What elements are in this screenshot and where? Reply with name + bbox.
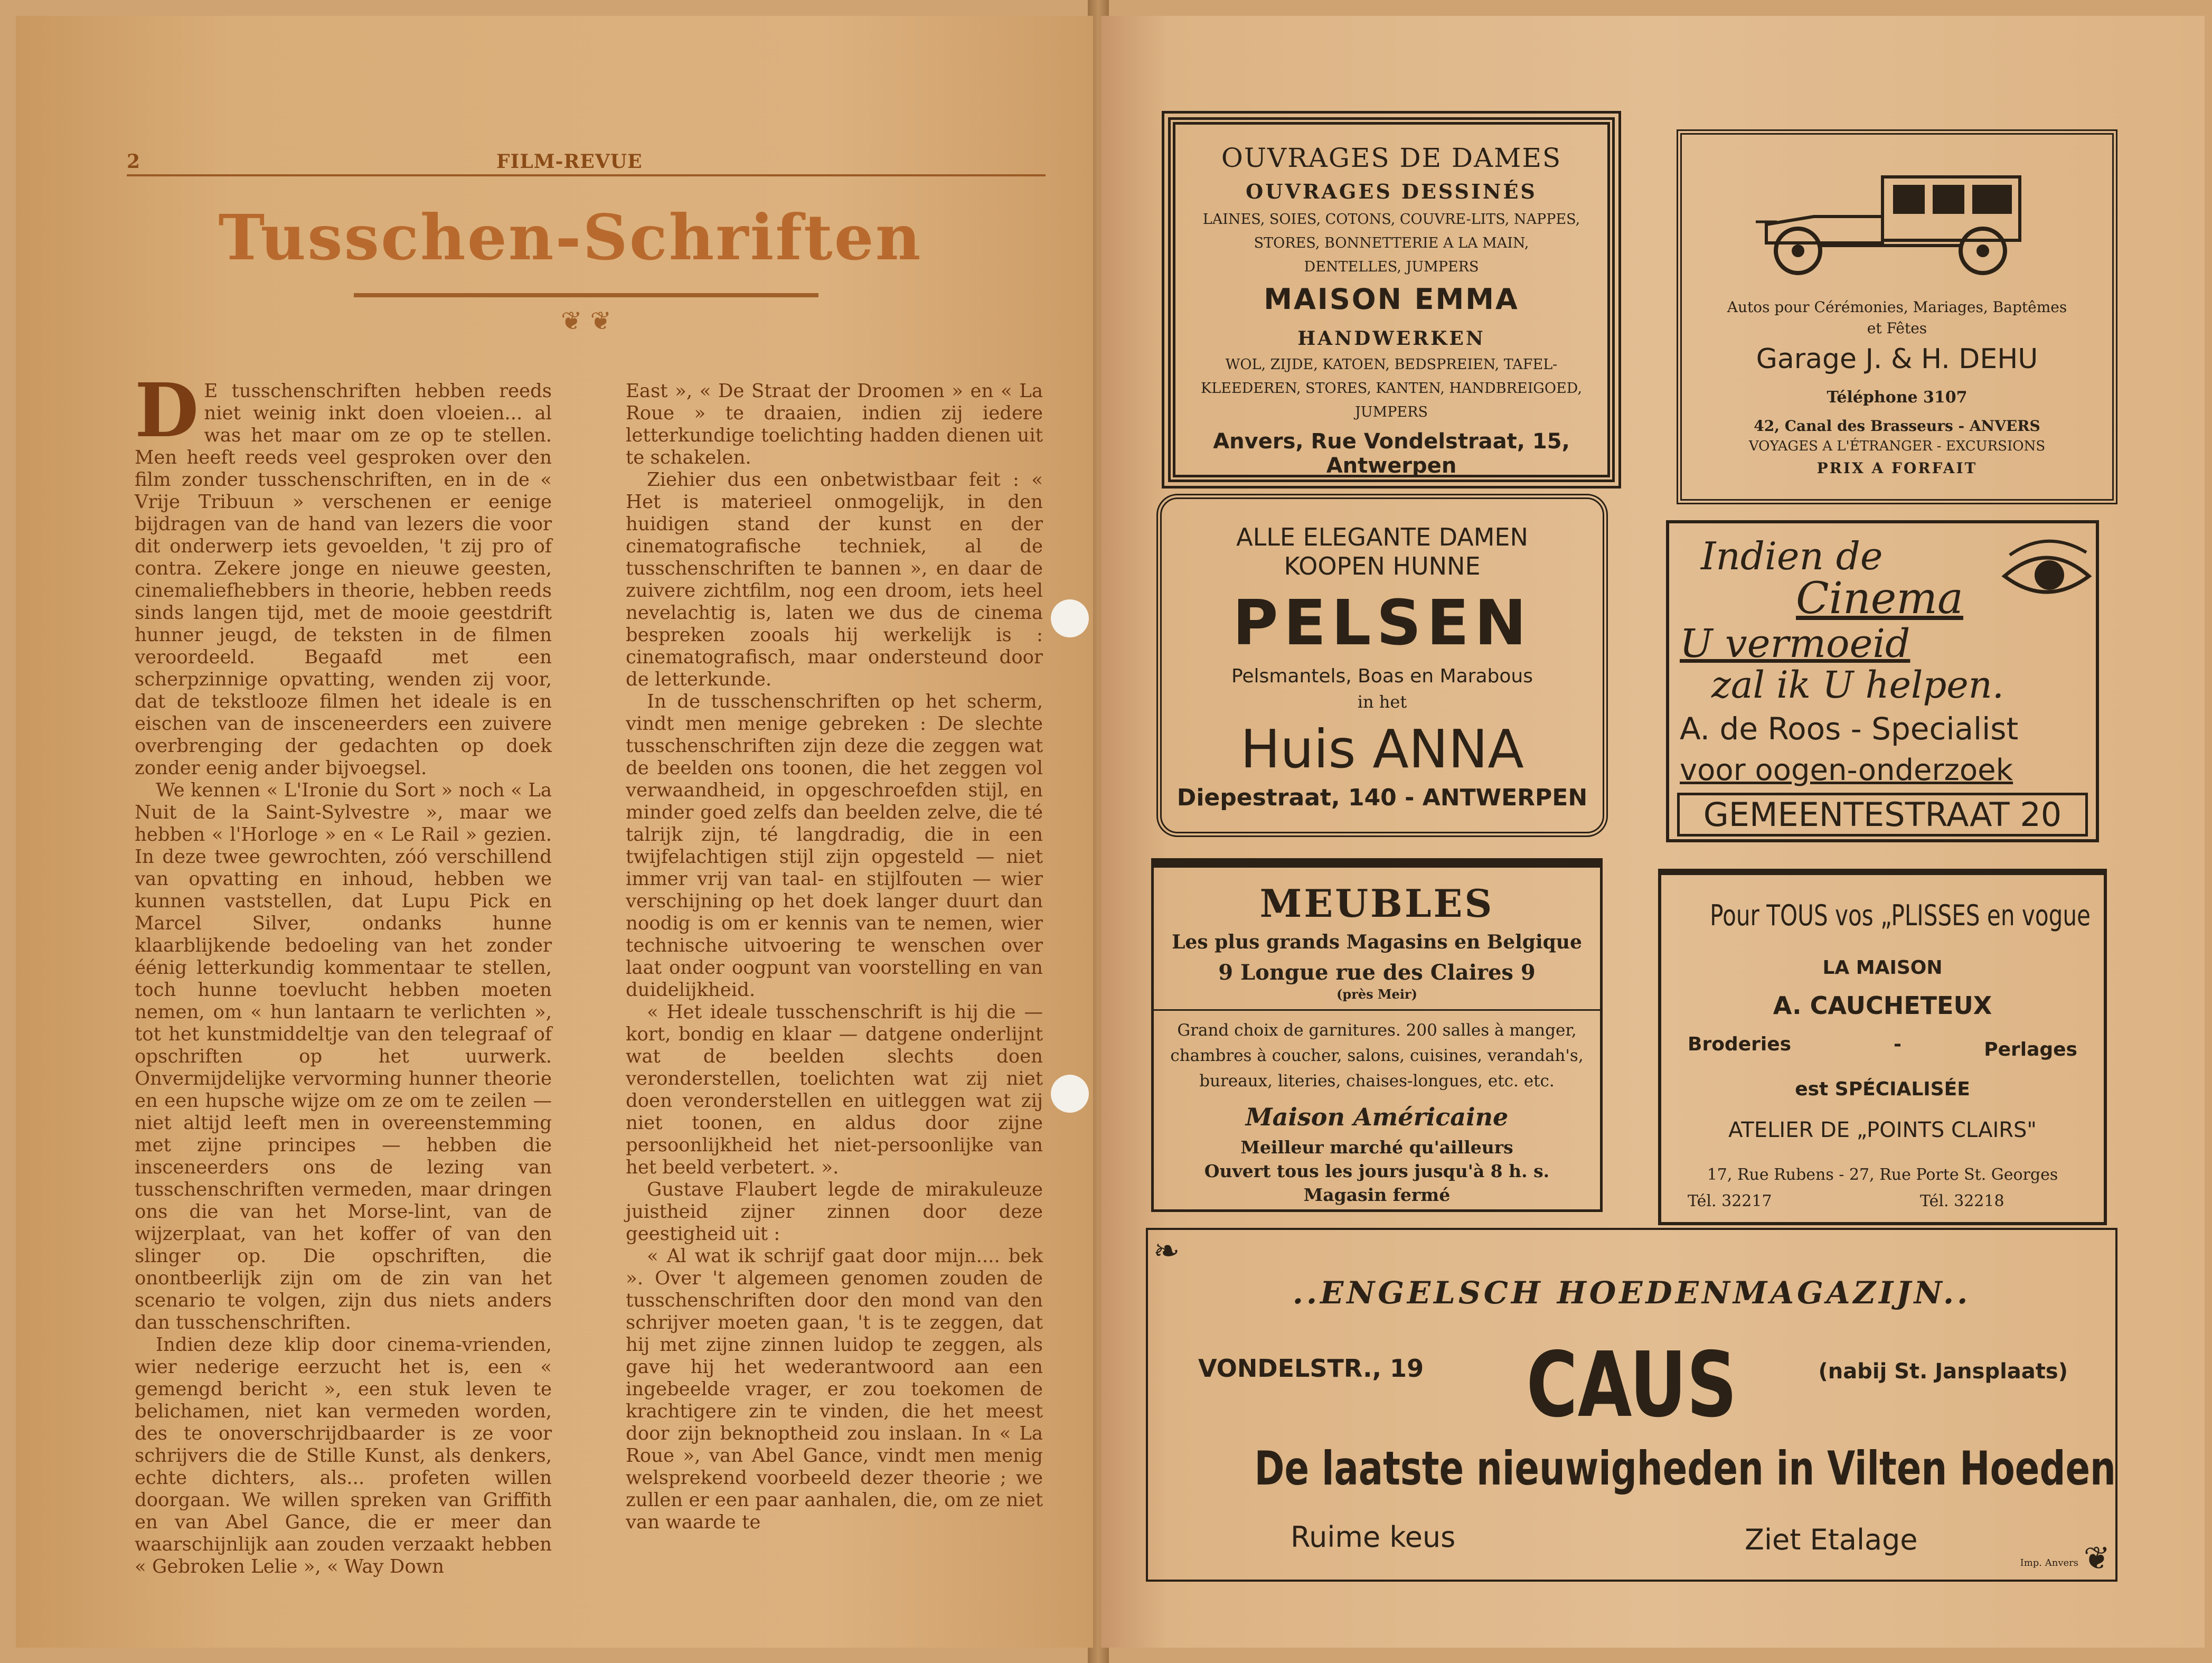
corner-ornament-icon: ❦ (2083, 1540, 2110, 1577)
punch-hole (1051, 1075, 1089, 1113)
automobile-icon (1756, 172, 2051, 277)
ad-text: LA MAISON (1822, 957, 1943, 979)
ad-shop-name: MAISON EMMA (1264, 283, 1519, 316)
ad-text: PRIX A FORFAIT (1816, 459, 1978, 477)
ad-telephone: Tél. 32217 (1688, 1192, 1772, 1210)
ad-caus-hoedenmagazijn (1146, 1228, 2117, 1582)
ad-text: DENTELLES, JUMPERS (1304, 259, 1479, 275)
ad-text: WOL, ZIJDE, KATOEN, BEDSPREIEN, TAFEL- (1225, 356, 1558, 373)
paragraph: Ziehier dus een onbetwistbaar feit : « Het is materieel onmogelijk, in den huidigen stand der kunst en der cinematografische techniek, al de tusschenschriften te bannen », en daar de zuivere zichtfilm, nog een droom, iets heel nevelachtig is, laten we dus de cinema bespreken zooals hij werkelijk is : cinematografisch, maar ondersteund door de letterkunde. (626, 469, 1043, 690)
ad-slogan: De laatste nieuwigheden in Vilten Hoeden (1254, 1441, 2116, 1496)
ad-address: Diepestraat, 140 - ANTWERPEN (1176, 784, 1588, 811)
ad-text: Perlages (1984, 1039, 2077, 1060)
ad-text: Meilleur marché qu'ailleurs (1240, 1137, 1513, 1158)
ad-telephone: Téléphone 3107 (1827, 388, 1968, 407)
ad-address: 42, Canal des Brasseurs - ANVERS (1754, 417, 2040, 435)
ad-text: est SPÉCIALISÉE (1795, 1078, 1970, 1100)
ad-text: U vermoeid (1680, 621, 1910, 666)
paragraph: In de tusschenschriften op het scherm, vindt men menige gebreken : De slechte tusschenschriften zijn deze die zeggen wat de beelden ons toonen, die het zeggen vol verwaandheid, in opgeschroefden stijl, en minder goed zelfs dan beelden zelve, die té talrijk zijn, té langdradig, die in een twijfelachtigen stijl zijn opgesteld — niet immer vrij van taal- en stijlfouten — wier verschijning op het doek langer duurt dan noodig is om er kennis van te nemen, wier technische uitvoering te wenschen over laat onder oogpunt van voorstelling en van duidelijkheid. (626, 691, 1043, 1001)
ad-text: chambres à coucher, salons, cuisines, verandah's, (1170, 1046, 1584, 1065)
ad-garage-dehu (1677, 129, 2117, 504)
ad-text: voor oogen-onderzoek (1680, 753, 2013, 787)
ad-subheading: HANDWERKEN (1297, 327, 1485, 350)
divider (1154, 1009, 1600, 1011)
ad-text: Pelsmantels, Boas en Marabous (1231, 665, 1533, 687)
ad-text: LAINES, SOIES, COTONS, COUVRE-LITS, NAPPES, (1202, 211, 1580, 228)
ad-product: PELSEN (1232, 586, 1532, 659)
ad-text: Grand choix de garnitures. 200 salles à manger, (1177, 1021, 1577, 1040)
ad-text: ATELIER DE „POINTS CLAIRS" (1728, 1118, 2037, 1142)
ad-meubles (1151, 858, 1603, 1212)
ad-specialist: A. de Roos - Specialist (1680, 711, 2019, 747)
ad-text: (près Meir) (1336, 986, 1417, 1002)
ad-text: in het (1357, 692, 1407, 712)
punch-hole (1051, 599, 1089, 637)
paragraph: « Het ideale tusschenschrift is hij die — kort, bondig en klaar — datgene onderlijnt wat de beelden slechts doen veronderstellen, toelichten wat zij niet doen veronderstellen en uitleggen wat zij niet toonen, en aldus door zijne persoonlijkheid het niet-persoonlijke van het beeld verbetert. ». (626, 1001, 1043, 1178)
eye-icon (1999, 534, 2094, 613)
ad-address: GEMEENTESTRAAT 20 (1677, 793, 2088, 837)
ad-heading: KOOPEN HUNNE (1284, 552, 1481, 580)
ad-text: STORES, BONNETTERIE A LA MAIN, (1254, 235, 1529, 251)
ad-text: Broderies (1688, 1033, 1792, 1055)
ad-address: VONDELSTR., 19 (1198, 1354, 1424, 1383)
article-column-2 (626, 380, 1043, 1553)
ad-text: Ziet Etalage (1745, 1523, 1918, 1556)
magazine-name: FILM-REVUE (496, 151, 643, 173)
ad-shop-name: Garage J. & H. DEHU (1756, 343, 2038, 375)
ad-text: VOYAGES A L'ÉTRANGER - EXCURSIONS (1748, 438, 2046, 454)
ad-text: - (1894, 1033, 1902, 1055)
ad-text: Ruime keus (1291, 1520, 1456, 1554)
ad-heading: Indien de (1701, 534, 1883, 578)
ad-indien-de-cinema (1666, 520, 2099, 842)
printer-mark: Imp. Anvers (2020, 1557, 2078, 1568)
ad-text: zal ik U helpen. (1711, 663, 2004, 707)
ad-plisses-caucheteux (1658, 869, 2107, 1225)
ad-text: Autos pour Cérémonies, Mariages, Baptêmes (1727, 298, 2067, 316)
paragraph: Gustave Flaubert legde de mirakuleuze juistheid zijner zinnen door deze geestigheid uit : (626, 1179, 1043, 1245)
ad-subheading: OUVRAGES DESSINÉS (1246, 180, 1537, 203)
ornament-icon: ❦ ❦ (561, 306, 611, 336)
corner-ornament-icon: ❧ (1153, 1233, 1180, 1270)
ad-text: KLEEDEREN, STORES, KANTEN, HANDBREIGOED, (1201, 380, 1582, 397)
ad-text: bureaux, literies, chaises-longues, etc. etc. (1199, 1072, 1555, 1091)
title-rule (354, 293, 818, 297)
ad-shop-name: A. CAUCHETEUX (1773, 991, 1992, 1020)
article-title: Tusschen-Schriften (218, 201, 923, 274)
ad-text: JUMPERS (1355, 404, 1428, 420)
ad-heading: MEUBLES (1259, 881, 1494, 926)
ad-address: 9 Longue rue des Claires 9 (1218, 960, 1536, 985)
ad-text: et Fêtes (1867, 320, 1927, 337)
paragraph: East », « De Straat der Droomen » en « La Roue » te draaien, indien zij iedere letterkundige toelichting hadden dienen uit te schakelen. (626, 380, 1043, 468)
ad-heading: ..ENGELSCH HOEDENMAGAZIJN.. (1292, 1275, 1971, 1311)
header-rule (127, 174, 1046, 176)
ad-heading: ALLE ELEGANTE DAMEN (1236, 523, 1528, 551)
ad-address: 17, Rue Rubens - 27, Rue Porte St. Georges (1707, 1166, 2058, 1184)
ad-heading: Cinema (1796, 574, 1963, 624)
paragraph: D E tusschenschriften hebben reeds niet weinig inkt doen vloeien... al was het maar om ze op te stellen. Men heeft reeds veel gesproken over den film zonder tusschenschriften, en in de « Vrije Tribuun » verschenen er eenige bijdragen van de hand van lezers die voor dit onderwerp iets gevoelden, 't zij pro of contra. Zekere jonge en nieuwe geesten, cinemaliefhebbers in theorie, hebben reeds sinds langen tijd, met de mooie geestdrift hunner jeugd, de teksten in de filmen veroordeeld. Begaafd met een scherpzinnige opvatting, wenden zij voor, dat de tekstlooze filmen het ideale is en eischen van de insceneerders een zuivere overbrenging der gedachten op doek zonder eenig ander bijvoegsel. (135, 368, 552, 779)
ad-text: Magasin fermé (1303, 1185, 1451, 1205)
paragraph: We kennen « L'Ironie du Sort » noch « La Nuit de la Saint-Sylvestre », maar we hebben « l'Horloge » en « Le Rail » gezien. In deze twee gewrochten, zóó verschillend van opvatting en inhoud, hebben we kunnen vaststellen, dat Lupu Pick en Marcel Silver, ondanks hunne klaarblijkende bedoeling van het zonder éénig letterkundig kommentaar te stellen, toch hunne toevlucht hebben moeten nemen, om « hun lantaarn te verlichten », tot het kunstmiddeltje van den telegraaf of opschriften op het uurwerk. Onvermijdelijke vervorming hunner theorie en een hupsche wijze om ze om te zeilen — niet altijd leeft men in overeenstemming met zijne principes — hebben die insceneerders ons de lezing van tusschenschriften vermeden, maar dringen ons die van het Morse-lint, van de wijzerplaat, van het koffer of van den slinger op. Die opschriften, die onontbeerlijk zijn om de zin van het scenario te volgen, zijn dus niets anders dan tusschenschriften. (135, 779, 552, 1333)
ad-text: Les plus grands Magasins en Belgique (1172, 931, 1582, 953)
paragraph: Indien deze klip door cinema-vrienden, wier nederige eerzucht het is, een « gemengd bericht », een stuk leven te belichamen, niet kan vermeden worden, des te onoverschrijdbaarder is ze voor schrijvers die de Stille Kunst, als denkers, echte dichters, als... profeten willen doorgaan. We willen spreken van Griffith en van Abel Gance, die er meer dan waarschijnlijk aan zouden verzaakt hebben « Gebroken Lelie », « Way Down (135, 1334, 552, 1577)
ad-shop-name: Huis ANNA (1240, 718, 1524, 780)
left-page (16, 16, 1093, 1648)
ad-ouvrages-de-dames (1162, 111, 1621, 488)
ad-shop-name: Maison Américaine (1245, 1103, 1509, 1131)
ad-text: (nabij St. Jansplaats) (1818, 1359, 2068, 1384)
ad-telephone: Tél. 32218 (1920, 1192, 2004, 1210)
ad-pelsen-huis-anna (1156, 494, 1608, 837)
article-column-1 (135, 368, 552, 1577)
ad-shop-name: CAUS (1526, 1333, 1737, 1437)
drop-cap: D (135, 368, 199, 454)
page-number: 2 (127, 151, 140, 173)
ad-heading: OUVRAGES DE DAMES (1221, 143, 1562, 173)
ad-address: Anvers, Rue Vondelstraat, 15, Antwerpen (1213, 429, 1570, 478)
ad-heading: Pour TOUS vos „PLISSES en vogue (1710, 899, 2091, 932)
ad-text: Ouvert tous les jours jusqu'à 8 h. s. (1204, 1161, 1550, 1181)
paragraph: « Al wat ik schrijf gaat door mijn.... bek ». Over 't algemeen genomen zouden de tusschenschriften door den mond van den schrijver moeten gaan, 't is te zeggen, dat hij met zijne zinnen luidop te zeggen, als gave hij het wederantwoord aan een ingebeelde vrager, er zou toekomen de krachtigere zin te vinden, die het meest door zijn beknoptheid zou inslaan. In « La Roue », van Abel Gance, vindt men menig welsprekend voorbeeld dezer theorie ; we zullen er een paar aanhalen, die, om ze niet van waarde te (626, 1245, 1043, 1533)
